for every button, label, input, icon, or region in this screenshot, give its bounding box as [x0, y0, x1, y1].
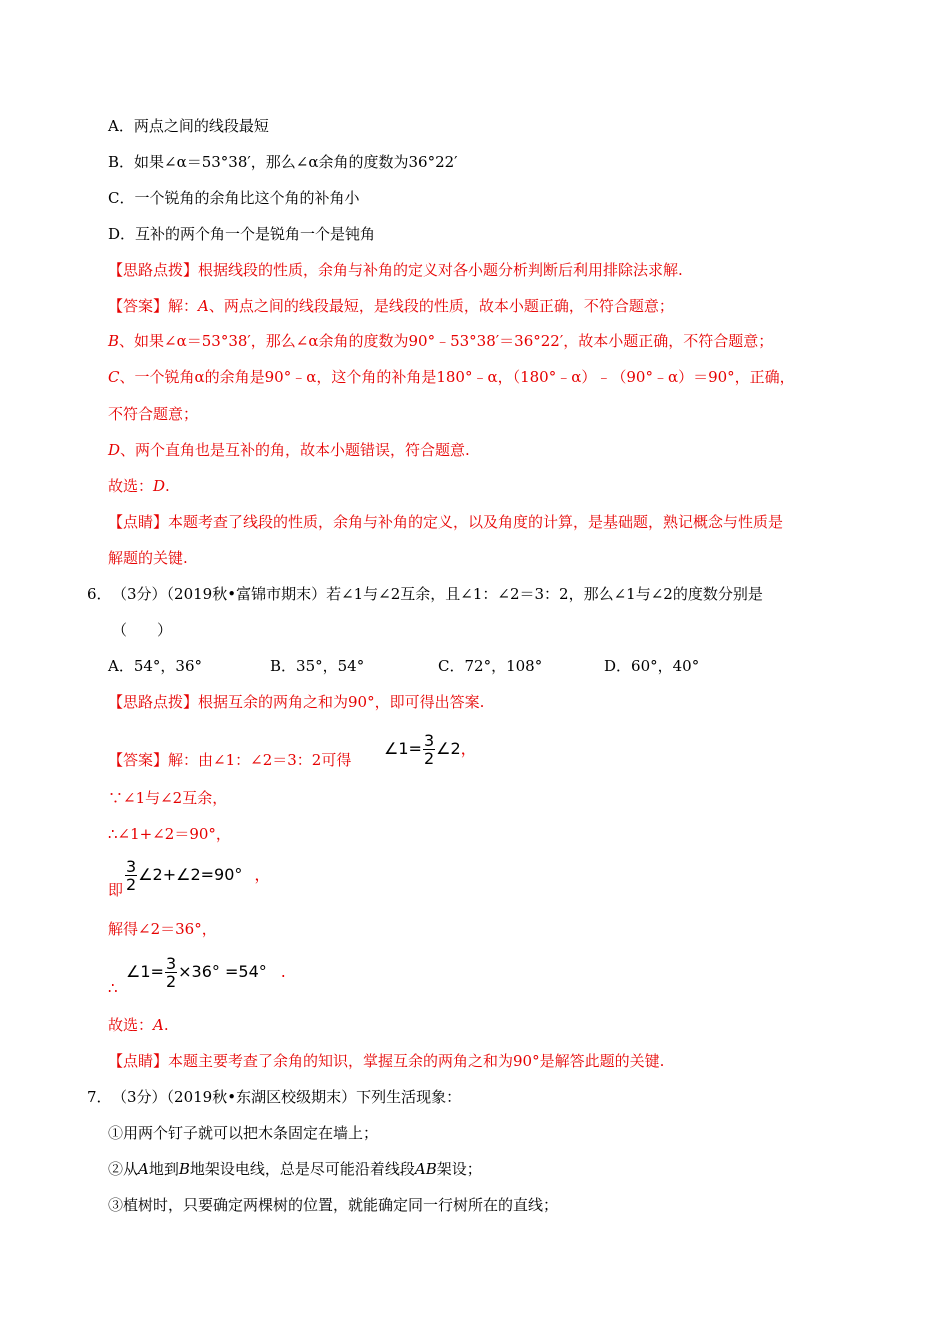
choose-suffix: .	[165, 477, 170, 495]
q5-comment	[108, 512, 783, 532]
eq3-right: ×36° =54°	[178, 962, 267, 981]
point-b: B	[178, 1160, 190, 1178]
q6-option-c: C．72°，108°	[438, 657, 543, 675]
answer-prefix: 解：	[168, 297, 199, 315]
choose-letter: D	[153, 477, 166, 495]
eq1-right: ∠2	[436, 739, 461, 758]
q6-stem: （3分）（2019秋•富锦市期末）若∠1与∠2互余，且∠1：∠2＝3：2，那么∠1与∠2的度数分别是	[112, 585, 763, 603]
q5-option-b: B．如果∠α＝53°38′，那么∠α余角的度数为36°22′	[108, 153, 458, 171]
q6-therefore-1: ∴∠1+∠2＝90°，	[108, 825, 231, 843]
choose-prefix: 故选：	[108, 1016, 154, 1034]
q5-option-c: C．一个锐角的余角比这个角的补角小	[108, 189, 360, 207]
q5-answer-a	[108, 296, 674, 316]
q5-option-a: A．两点之间的线段最短	[108, 117, 269, 135]
q6-solve: 解得∠2＝36°，	[108, 920, 217, 938]
fraction-denominator: 2	[423, 749, 435, 768]
hint-text: 根据线段的性质，余角与补角的定义对各小题分析判断后利用排除法求解.	[198, 261, 683, 279]
hint-tag: 【思路点拨】	[108, 261, 199, 279]
comment-tag: 【点睛】	[108, 513, 169, 531]
q7-item-2	[108, 1159, 482, 1179]
q6-choose	[108, 1015, 169, 1035]
point-a: A	[138, 1160, 149, 1178]
eq2-right: ∠2+∠2=90°	[138, 865, 243, 884]
q5-comment-cont: 解题的关键.	[108, 549, 188, 567]
q5-answer-d	[108, 440, 470, 460]
item2-mid: 地到	[148, 1160, 179, 1178]
answer-text: 解：由∠1：∠2＝3：2可得	[168, 751, 352, 769]
q5-choose	[108, 476, 170, 496]
fraction-numerator: 3	[423, 731, 435, 750]
q6-paren: （ ）	[112, 621, 173, 639]
q5-answer-c	[108, 367, 795, 387]
q7-item-3: ③植树时，只要确定两棵树的位置，就能确定同一行树所在的直线；	[108, 1196, 559, 1214]
letter-d: D	[108, 441, 121, 459]
fraction-denominator: 2	[165, 972, 177, 991]
choose-prefix: 故选：	[108, 477, 154, 495]
q5-hint	[108, 260, 683, 280]
q6-option-b: B．35°，54°	[270, 657, 365, 675]
comment-text: 本题考查了线段的性质，余角与补角的定义，以及角度的计算，是基础题，熟记概念与性质是	[168, 513, 784, 531]
q5-answer-b	[108, 331, 773, 351]
item2-tail: 地架设电线，总是尽可能沿着线段	[189, 1160, 415, 1178]
q6-equation-2	[124, 857, 270, 893]
q6-hint	[108, 692, 484, 712]
q7-stem: （3分）（2019秋•东湖区校级期末）下列生活现象：	[112, 1088, 462, 1106]
q7-number: 7．	[87, 1088, 112, 1106]
q5-answer-c-cont: 不符合题意；	[108, 405, 199, 423]
q6-option-a: A．54°，36°	[108, 657, 203, 675]
answer-tag: 【答案】	[108, 297, 169, 315]
segment-ab: AB	[414, 1160, 437, 1178]
eq2-tail: ，	[254, 865, 271, 884]
fraction	[423, 732, 435, 767]
fraction	[165, 955, 177, 990]
eq3-left: ∠1=	[126, 962, 164, 981]
choose-letter: A	[153, 1016, 164, 1034]
q6-equation-3	[126, 954, 286, 990]
fraction	[125, 858, 137, 893]
q5-option-d: D．互补的两个角一个是锐角一个是钝角	[108, 225, 376, 243]
q6-therefore-2: ∴	[108, 979, 118, 997]
letter-b: B	[108, 332, 120, 350]
q7-item-1: ①用两个钉子就可以把木条固定在墙上；	[108, 1124, 379, 1142]
fraction-denominator: 2	[126, 875, 137, 894]
answer-a-text: 、两点之间的线段最短，是线段的性质，故本小题正确，不符合题意；	[208, 297, 674, 315]
item2-end: 架设；	[436, 1160, 482, 1178]
q6-option-d: D．60°，40°	[604, 657, 700, 675]
q6-comment	[108, 1051, 664, 1071]
choose-suffix: .	[163, 1016, 169, 1034]
letter-c: C	[108, 368, 120, 386]
fraction-numerator: 3	[165, 954, 177, 973]
answer-tag: 【答案】	[108, 751, 169, 769]
hint-text: 根据互余的两角之和为90°，即可得出答案.	[198, 693, 485, 711]
hint-tag: 【思路点拨】	[108, 693, 199, 711]
eq1-left: ∠1=	[384, 739, 422, 758]
item2-prefix: ②从	[108, 1160, 139, 1178]
answer-c-text: 、一个锐角α的余角是90°﹣α，这个角的补角是180°﹣α，（180°﹣α）﹣（90°﹣α）＝90°，正确，	[119, 368, 795, 386]
eq3-tail: .	[280, 962, 286, 981]
q6-equation-1	[384, 732, 477, 767]
answer-b-text: 、如果∠α＝53°38′，那么∠α余角的度数为90°﹣53°38′＝36°22′，故本小题正确，不符合题意；	[119, 332, 774, 350]
q6-answer	[108, 750, 351, 770]
comment-tag: 【点睛】	[108, 1052, 169, 1070]
q6-because: ∵∠1与∠2互余，	[108, 789, 228, 807]
fraction-numerator: 3	[126, 857, 137, 876]
comment-text: 本题主要考查了余角的知识，掌握互余的两角之和为90°是解答此题的关键.	[168, 1052, 665, 1070]
q6-ji: 即	[108, 881, 124, 899]
eq1-tail: ，	[460, 739, 477, 758]
answer-d-text: 、两个直角也是互补的角，故本小题错误，符合题意.	[120, 441, 470, 459]
q6-number: 6．	[87, 585, 112, 603]
letter-a: A	[198, 297, 209, 315]
q6-options	[108, 656, 699, 676]
